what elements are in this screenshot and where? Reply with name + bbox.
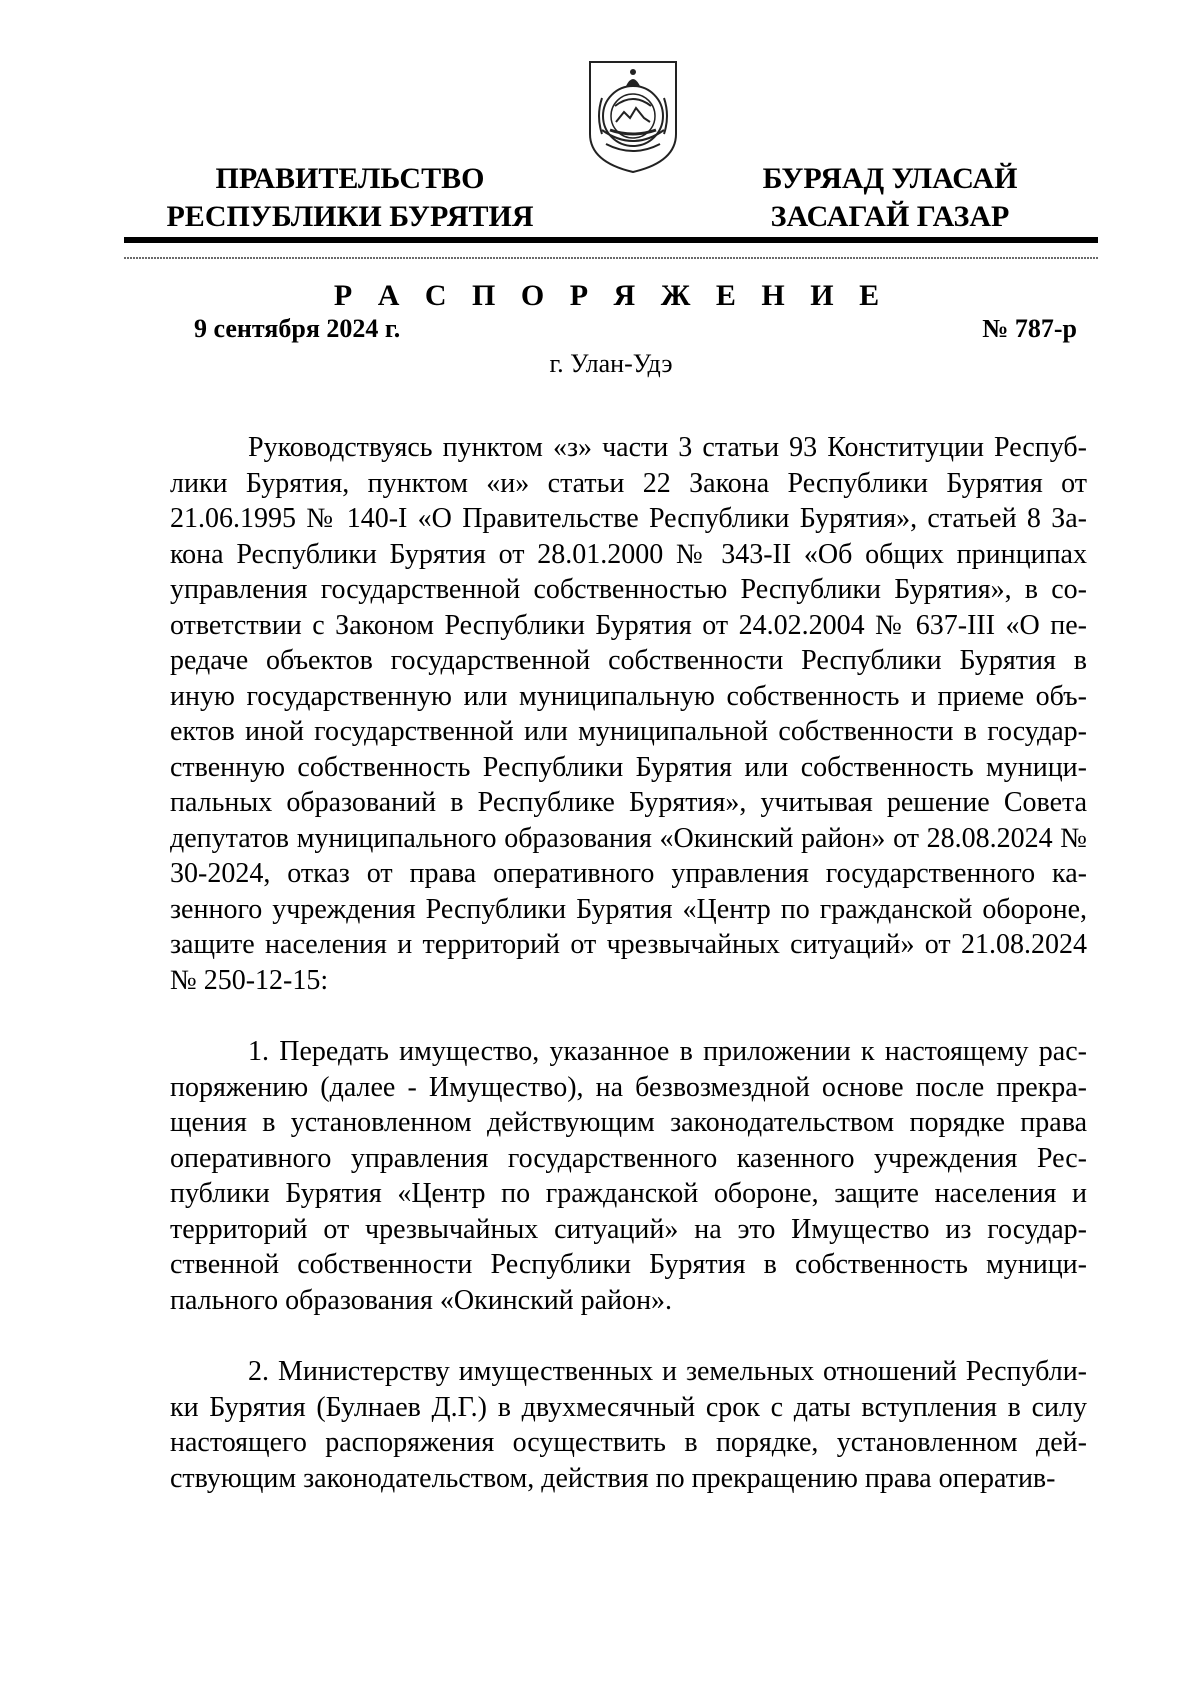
header-divider-thin xyxy=(124,257,1098,259)
government-name-buryat-line-1: БУРЯАД УЛАСАЙ xyxy=(762,162,1018,195)
government-name-buryat xyxy=(740,160,1040,236)
header-divider-thick xyxy=(124,237,1098,243)
government-name-russian-line-1: ПРАВИТЕЛЬСТВО xyxy=(215,162,485,195)
government-name-russian xyxy=(150,160,550,236)
document-date: 9 сентября 2024 г. xyxy=(194,314,401,343)
clause-2-paragraph: 2. Министерству имущественных и земельных отношений Республики Бурятия (Булнаев Д.Г.) в двухмесячный срок с даты вступления в силу настоящего распоряжения осуществить в порядке, установленном действующим законодательством, действия по прекращению права оператив- xyxy=(170,1356,1087,1494)
preamble-paragraph: Руководствуясь пунктом «з» части 3 статьи 93 Конституции Республики Бурятия, пунктом «и» статьи 22 Закона Республики Бурятия от 21.06.1995 № 140-I «О Правительстве Республики Бурятия», статьей 8 Закона Республики Бурятия от 28.01.2000 № 343-II «Об общих принципах управления государственной собственностью Республики Бурятия», в соответствии с Законом Республики Бурятия от 24.02.2004 № 637-III «О передаче объектов государственной собственности Республики Бурятия в иную государственную или муниципальную собственность и приеме объектов иной государственной или муниципальной собственности в государственную собственность Республики Бурятия или собственность муниципальных образований в Республике Бурятия», учитывая решение Совета депутатов муниципального образования «Окинский район» от 28.08.2024 № 30-2024, отказ от права оперативного управления государственного казенного учреждения Республики Бурятия «Центр по гражданской обороне, защите населения и территорий от чрезвычайных ситуаций» от 21.08.2024 № 250-12-15: xyxy=(170,432,1087,996)
document-city: г. Улан-Удэ xyxy=(549,349,673,378)
clause-1-paragraph: 1. Передать имущество, указанное в приложении к настоящему распоряжению (далее - Имущество), на безвозмездной основе после прекращения в установленном действующим законодательством порядке права оперативного управления государственного казенного учреждения Республики Бурятия «Центр по гражданской обороне, защите населения и территорий от чрезвычайных ситуаций» на это Имущество из государственной собственности Республики Бурятия в собственность муниципального образования «Окинский район». xyxy=(170,1036,1087,1316)
document-number: № 787-р xyxy=(982,314,1077,343)
document-body xyxy=(170,430,1087,1532)
government-name-buryat-line-2: ЗАСАГАЙ ГАЗАР xyxy=(770,200,1010,233)
coat-of-arms-icon xyxy=(586,58,680,176)
government-name-russian-line-2: РЕСПУБЛИКИ БУРЯТИЯ xyxy=(166,200,534,233)
document-type-heading: Р А С П О Р Я Ж Е Н И Е xyxy=(333,279,889,312)
